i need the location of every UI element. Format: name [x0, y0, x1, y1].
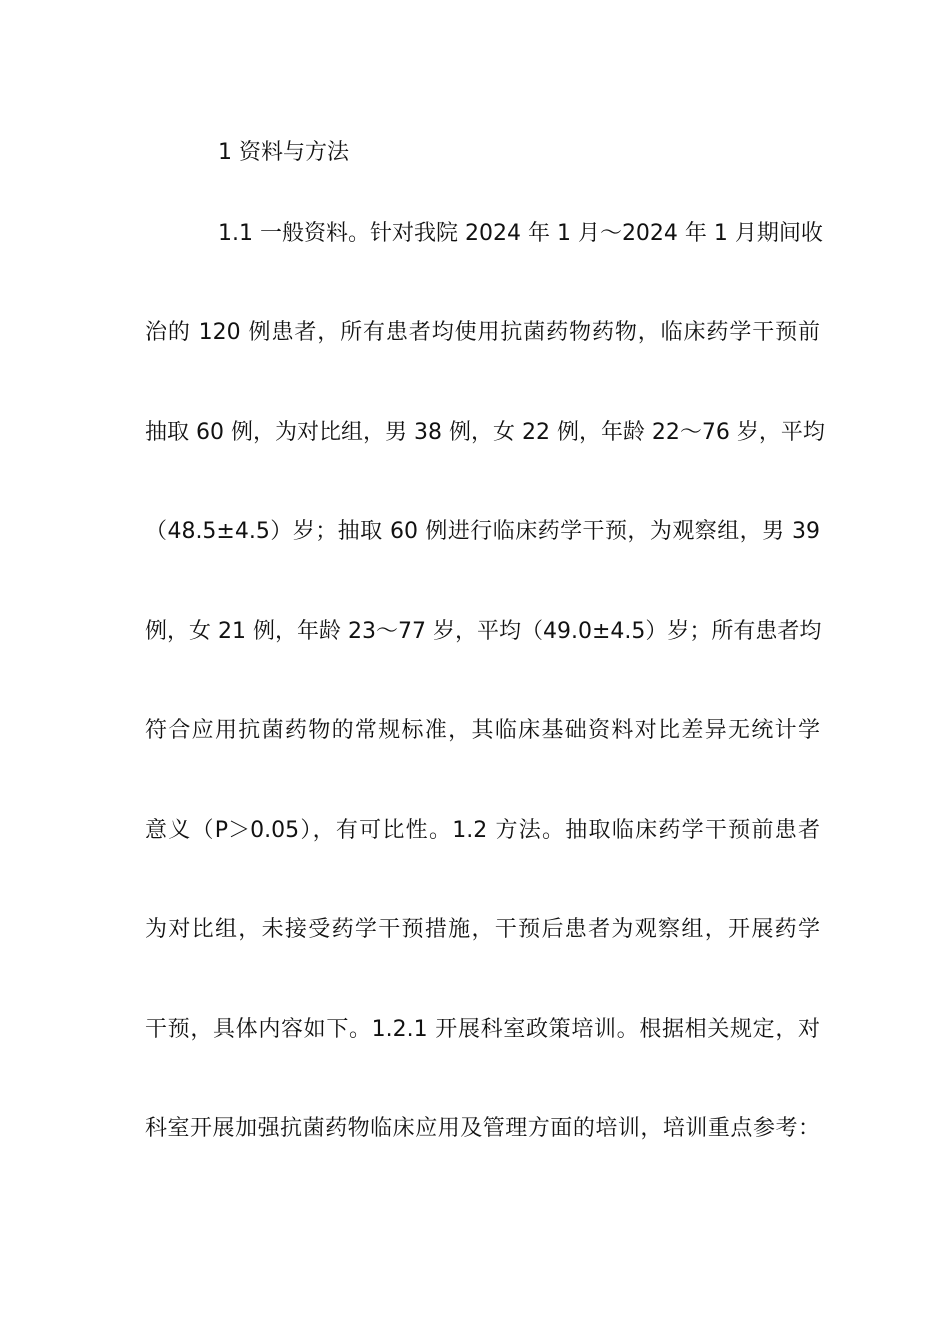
paragraph-line-9: 干预，具体内容如下。1.2.1 开展科室政策培训。根据相关规定，对	[145, 1017, 820, 1042]
paragraph-line-7: 意义（P＞0.05），有可比性。1.2 方法。抽取临床药学干预前患者	[145, 818, 820, 843]
paragraph-line-1: 1.1 一般资料。针对我院 2024 年 1 月～2024 年 1 月期间收	[218, 221, 823, 246]
paragraph-line-3: 抽取 60 例，为对比组，男 38 例，女 22 例，年龄 22～76 岁，平均	[145, 420, 825, 445]
section-heading: 1 资料与方法	[218, 140, 349, 165]
paragraph-line-10: 科室开展加强抗菌药物临床应用及管理方面的培训，培训重点参考：	[145, 1116, 820, 1141]
paragraph-line-5: 例，女 21 例，年龄 23～77 岁，平均（49.0±4.5）岁；所有患者均	[145, 619, 822, 644]
paragraph-line-6: 符合应用抗菌药物的常规标准，其临床基础资料对比差异无统计学	[145, 718, 820, 743]
paragraph-line-2: 治的 120 例患者，所有患者均使用抗菌药物药物，临床药学干预前	[145, 320, 820, 345]
paragraph-line-4: （48.5±4.5）岁；抽取 60 例进行临床药学干预，为观察组，男 39	[145, 519, 820, 544]
paragraph-line-8: 为对比组，未接受药学干预措施，干预后患者为观察组，开展药学	[145, 917, 820, 942]
